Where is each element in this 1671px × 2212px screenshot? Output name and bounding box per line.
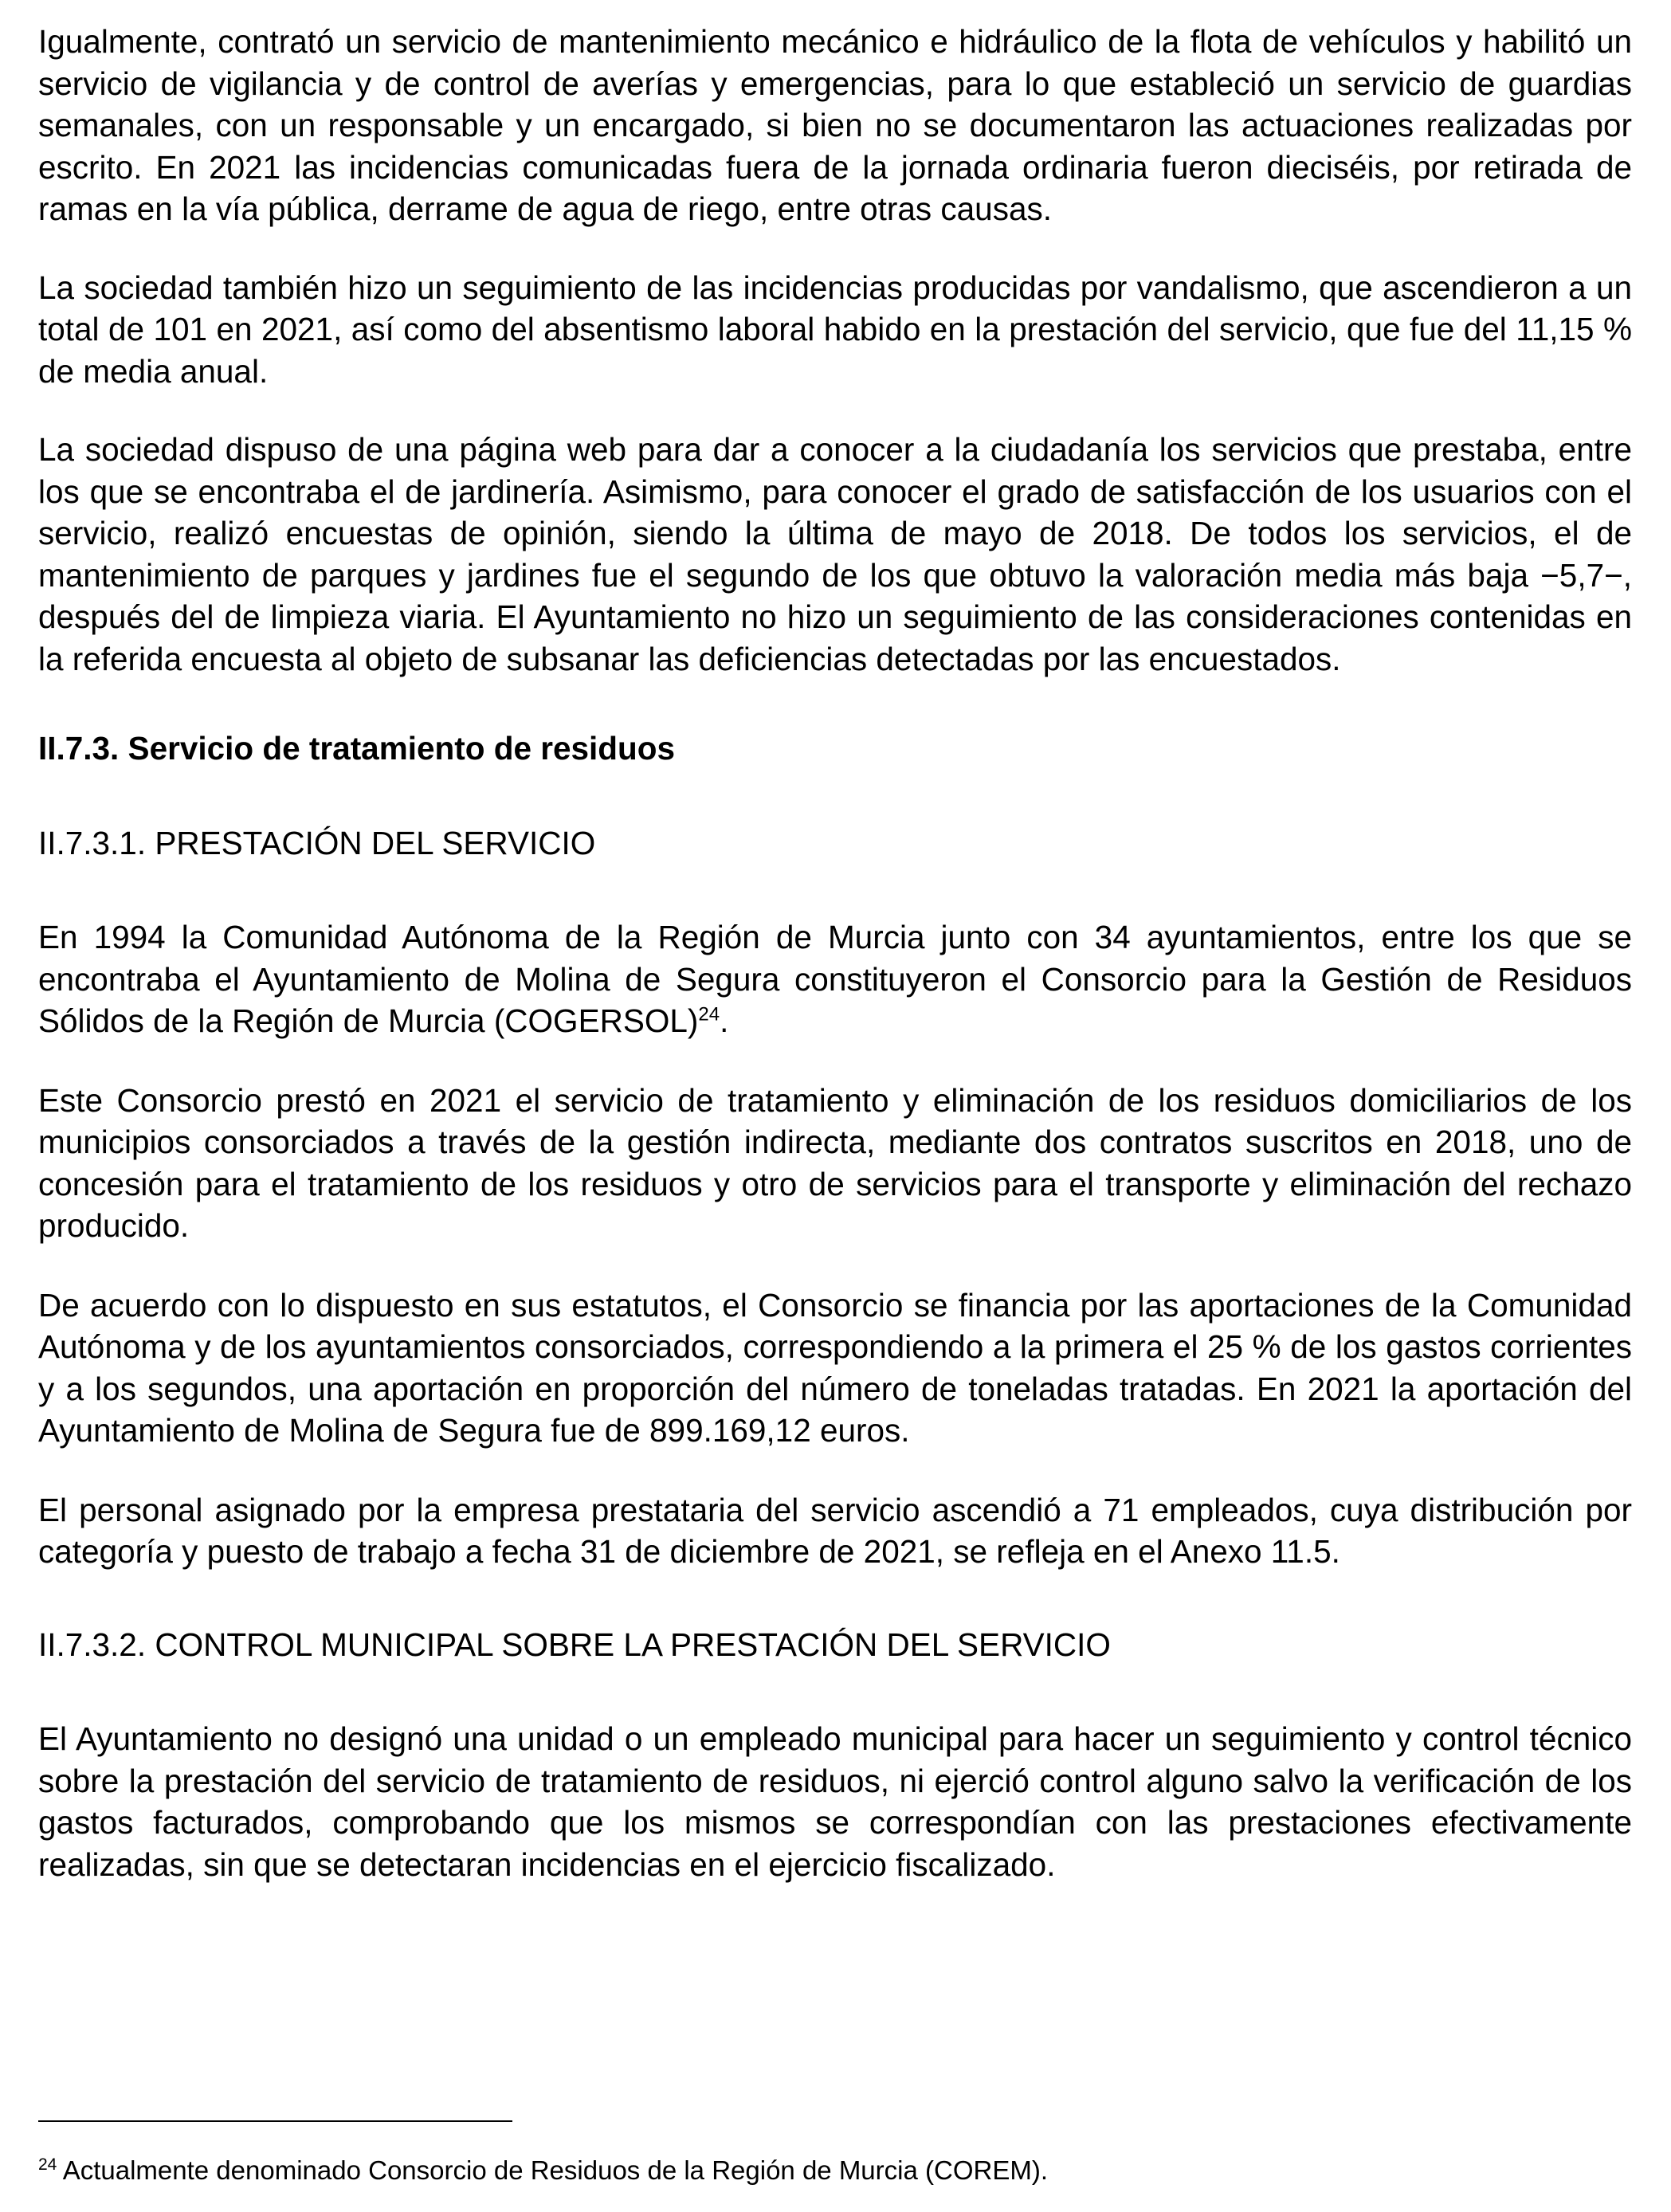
- paragraph-financing: De acuerdo con lo dispuesto en sus estatutos, el Consorcio se financia por las aportaciones de la Comunidad Autónoma y de los ayuntamientos consorciados, correspondiendo a la primera el 25 % de los gastos corrientes y a los segundos, una aportación en proporción del número de toneladas tratadas. En 2021 la aportación del Ayuntamiento de Molina de Segura fue de 899.169,12 euros.: [38, 1286, 1632, 1449]
- document-body: [38, 21, 1632, 1885]
- footnote-reference[interactable]: 24: [698, 1003, 720, 1026]
- footnote: [38, 2154, 1632, 2187]
- footnote-divider: [38, 2120, 512, 2122]
- subsection-heading-provision: II.7.3.1. PRESTACIÓN DEL SERVICIO: [38, 824, 596, 861]
- footnote-text: Actualmente denominado Consorcio de Residuos de la Región de Murcia (COREM).: [57, 2155, 1048, 2185]
- paragraph-vandalism: La sociedad también hizo un seguimiento de las incidencias producidas por vandalismo, que ascendieron a un total de 101 en 2021, así como del absentismo laboral habido en la prestación del servicio, que fue del 11,15 % de media anual.: [38, 269, 1632, 390]
- section-heading: II.7.3. Servicio de tratamiento de residuos: [38, 730, 676, 767]
- paragraph-website-survey: La sociedad dispuso de una página web para dar a conocer a la ciudadanía los servicios que prestaba, entre los que se encontraba el de jardinería. Asimismo, para conocer el grado de satisfacción de los usuarios con el servicio, realizó encuestas de opinión, siendo la última de mayo de 2018. De todos los servicios, el de mantenimiento de parques y jardines fue el segundo de los que obtuvo la valoración media más baja −5,7−, después del de limpieza viaria. El Ayuntamiento no hizo un seguimiento de las consideraciones contenidas en la referida encuesta al objeto de subsanar las deficiencias detectadas por las encuestados.: [38, 431, 1632, 677]
- paragraph-staff: El personal asignado por la empresa prestataria del servicio ascendió a 71 empleados, cuya distribución por categoría y puesto de trabajo a fecha 31 de diciembre de 2021, se refleja en el Anexo 11.5.: [38, 1491, 1632, 1570]
- paragraph-maintenance: Igualmente, contrató un servicio de mantenimiento mecánico e hidráulico de la flota de vehículos y habilitó un servicio de vigilancia y de control de averías y emergencias, para lo que estableció un servicio de guardias semanales, con un responsable y un encargado, si bien no se documentaron las actuaciones realizadas por escrito. En 2021 las incidencias comunicadas fuera de la jornada ordinaria fueron dieciséis, por retirada de ramas en la vía pública, derrame de agua de riego, entre otras causas.: [38, 23, 1632, 227]
- paragraph-consortium-text: En 1994 la Comunidad Autónoma de la Región de Murcia junto con 34 ayuntamientos, entre los que se encontraba el Ayuntamiento de Molina de Segura constituyeron el Consorcio para la Gestión de Residuos Sólidos de la Región de Murcia (COGERSOL): [38, 919, 1632, 1039]
- paragraph-consortium-service: Este Consorcio prestó en 2021 el servicio de tratamiento y eliminación de los residuos domiciliarios de los municipios consorciados a través de la gestión indirecta, mediante dos contratos suscritos en 2018, uno de concesión para el tratamiento de los residuos y otro de servicios para el transporte y eliminación del rechazo producido.: [38, 1081, 1632, 1244]
- paragraph-municipal-control: El Ayuntamiento no designó una unidad o un empleado municipal para hacer un seguimiento y control técnico sobre la prestación del servicio de tratamiento de residuos, ni ejerció control alguno salvo la verificación de los gastos facturados, comprobando que los mismos se correspondían con las prestaciones efectivamente realizadas, sin que se detectaran incidencias en el ejercicio fiscalizado.: [38, 1720, 1632, 1883]
- paragraph-consortium: [38, 916, 1632, 1042]
- subsection-heading-control: II.7.3.2. CONTROL MUNICIPAL SOBRE LA PRESTACIÓN DEL SERVICIO: [38, 1626, 1111, 1663]
- footnote-number: 24: [38, 2155, 57, 2174]
- paragraph-consortium-end: .: [720, 1002, 729, 1039]
